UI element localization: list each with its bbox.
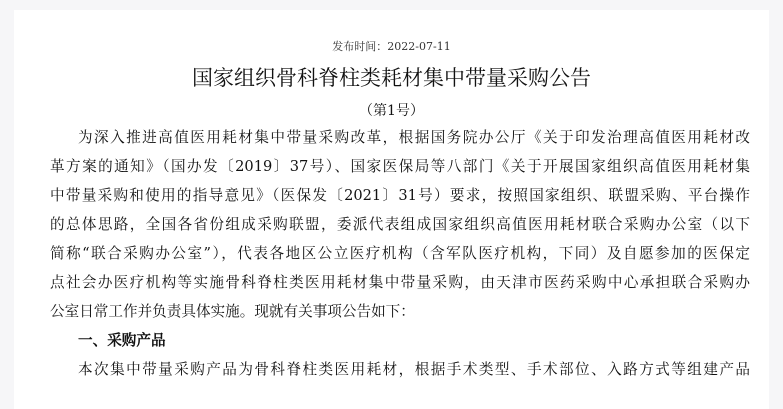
paragraph-line: 为深入推进高值医用耗材集中带量采购改革，根据国务院办公厅《关于印发治理高值医用耗材改 bbox=[78, 129, 750, 146]
publish-time: 发布时间：2022-07-11 bbox=[332, 40, 451, 53]
paragraph-line: 点社会办医疗机构等实施骨科脊柱类医用耗材集中带量采购，由天津市医药采购中心承担联合采购办 bbox=[50, 274, 750, 291]
paragraph-line: 公室日常工作并负责具体实施。现就有关事项公告如下： bbox=[50, 303, 415, 320]
paragraph-line: 的总体思路，全国各省份组成采购联盟，委派代表组成国家组织高值医用耗材联合采购办公室（以下 bbox=[50, 216, 750, 233]
notice-title: 国家组织骨科脊柱类耗材集中带量采购公告 bbox=[192, 66, 591, 90]
paragraph-line: 本次集中带量采购产品为骨科脊柱类医用耗材，根据手术类型、手术部位、入路方式等组建产品 bbox=[78, 361, 750, 378]
paragraph-line: 简称“联合采购办公室”），代表各地区公立医疗机构（含军队医疗机构，下同）及自愿参加的医保定 bbox=[50, 245, 750, 262]
notice-page bbox=[14, 10, 769, 409]
section-heading: 一、采购产品 bbox=[78, 332, 166, 349]
paragraph-line: 革方案的通知》（国办发〔2019〕37号）、国家医保局等八部门《关于开展国家组织高值医用耗材集 bbox=[50, 158, 750, 175]
paragraph-line: 中带量采购和使用的指导意见》（医保发〔2021〕31号）要求，按照国家组织、联盟采购、平台操作 bbox=[50, 187, 750, 204]
issue-number: （第1号） bbox=[359, 103, 424, 119]
